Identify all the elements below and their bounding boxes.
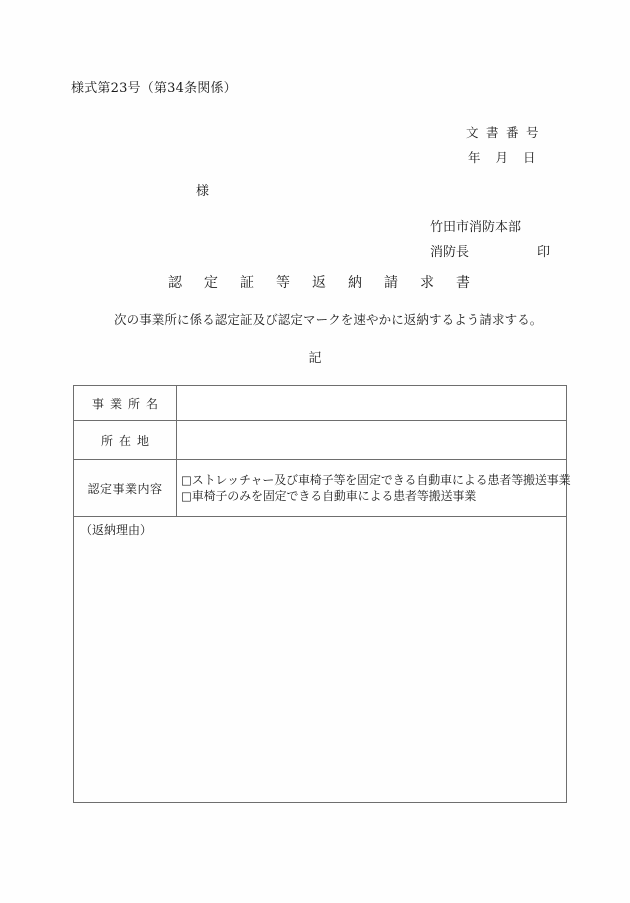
label-reason: （返納理由） [80, 523, 153, 537]
label-business-name-text: 事業所名 [91, 396, 164, 411]
field-address[interactable] [177, 421, 567, 460]
business-option-wheelchair-label: 車椅子のみを固定できる自動車による患者等搬送事業 [191, 489, 477, 503]
table-row-address [74, 421, 567, 460]
field-reason[interactable] [74, 517, 567, 803]
issuer-role-row [430, 241, 570, 260]
document-title: 認定証等返納請求書 [168, 275, 492, 291]
label-address-text: 所在地 [100, 433, 155, 448]
document-number-label: 文書番号 [466, 125, 547, 140]
checkbox-icon[interactable]: □ [181, 472, 192, 487]
label-address [74, 421, 177, 460]
business-option-list [177, 472, 571, 505]
field-business-name[interactable] [177, 386, 567, 421]
seal-mark: 印 [537, 245, 551, 260]
table-row-business-content [74, 460, 567, 517]
label-business-content [74, 460, 177, 517]
field-business-content [177, 460, 571, 517]
business-option-stretcher[interactable] [181, 472, 571, 489]
issuer-block [430, 216, 570, 260]
table-row-reason [74, 517, 567, 803]
business-option-wheelchair[interactable] [181, 488, 566, 505]
ki-marker: 記 [308, 351, 322, 366]
issuer-role: 消防長 [430, 245, 470, 260]
document-number-block [466, 123, 551, 166]
addressee-honorific: 様 [196, 184, 210, 199]
label-business-content-text: 認定事業内容 [87, 481, 163, 496]
date-label: 年月日 [468, 150, 551, 165]
body-sentence: 次の事業所に係る認定証及び認定マークを速やかに返納するよう請求する。 [114, 312, 543, 327]
form-table [73, 385, 571, 803]
checkbox-icon[interactable]: □ [181, 489, 192, 503]
table-row-business-name [74, 386, 567, 421]
business-option-stretcher-label: ストレッチャー及び車椅子等を固定できる自動車による患者等搬送事業 [191, 472, 571, 487]
form-number: 様式第23号（第34条関係） [71, 81, 237, 96]
issuer-organization: 竹田市消防本部 [430, 220, 522, 235]
label-business-name [74, 386, 177, 421]
